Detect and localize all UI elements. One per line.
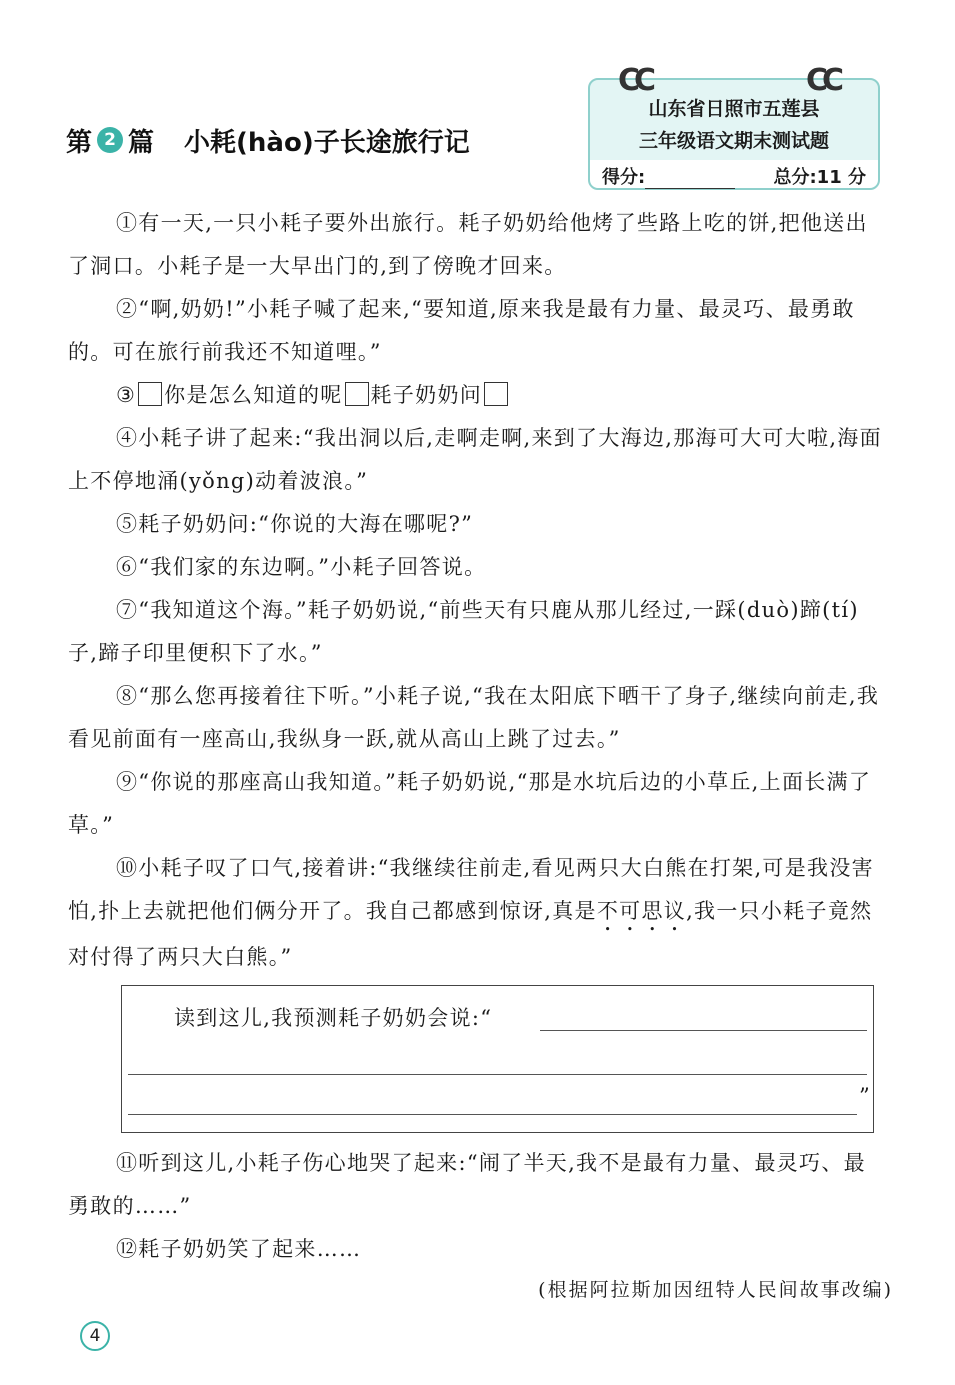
paragraph-3-text-a: 你是怎么知道的呢: [164, 383, 343, 407]
punctuation-box[interactable]: [345, 382, 369, 406]
title-suffix: 篇: [128, 127, 155, 158]
story-text: [68, 202, 888, 979]
punctuation-box[interactable]: [484, 382, 508, 406]
passage-number-badge: 2: [97, 127, 123, 153]
title-prefix: 第: [66, 127, 93, 158]
story-ending-text: [68, 1142, 888, 1271]
score-row: [602, 163, 866, 189]
score-field[interactable]: [602, 163, 735, 189]
source-attribution: (根据阿拉斯加因纽特人民间故事改编): [538, 1279, 893, 1301]
paragraph-6: ⑥“我们家的东边啊。”小耗子回答说。: [116, 555, 487, 579]
paragraph-3-text-b: 耗子奶奶问: [370, 383, 483, 407]
paragraph-3-number: ③: [116, 383, 137, 407]
quote-mark-icon: CC: [618, 63, 651, 98]
punctuation-box[interactable]: [138, 382, 162, 406]
prediction-prompt: 读到这儿,我预测耗子奶奶会说:“: [174, 1006, 493, 1030]
paragraph-10: [68, 847, 888, 979]
source-score-box: [588, 63, 880, 190]
paragraph-10-text-a: ⑩小耗子叹了口气,接着讲:“我继续往前走,看见两只大白熊在打架,可是我没害怕,扑上去就把他们俩分开了。我自己都感到惊讶,真是: [68, 856, 874, 923]
emphasized-phrase: 不可思议: [596, 899, 687, 923]
paragraph-9: ⑨“你说的那座高山我知道。”耗子奶奶说,“那是水坑后边的小草丘,上面长满了草。”: [68, 770, 872, 837]
paragraph-10-text-b: ,我一只小耗子竟然对付得了两只大白熊。”: [68, 899, 873, 969]
answer-line[interactable]: [128, 1074, 867, 1075]
story-title: 小耗(hào)子长途旅行记: [184, 127, 470, 158]
paragraph-3: [68, 374, 888, 417]
total-score: 总分:11 分: [773, 167, 866, 188]
score-label: 得分:: [602, 167, 646, 188]
paragraph-1: ①有一天,一只小耗子要外出旅行。耗子奶奶给他烤了些路上吃的饼,把他送出了洞口。小耗子是一大早出门的,到了傍晚才回来。: [68, 211, 868, 278]
answer-line[interactable]: [128, 1114, 857, 1115]
paragraph-8: ⑧“那么您再接着往下听。”小耗子说,“我在太阳底下晒干了身子,继续向前走,我看见前面有一座高山,我纵身一跃,就从高山上跳了过去。”: [68, 684, 880, 751]
passage-title: [66, 120, 470, 160]
paragraph-5: ⑤耗子奶奶问:“你说的大海在哪呢?”: [116, 512, 474, 536]
closing-quote: ”: [858, 1084, 871, 1108]
answer-line[interactable]: [540, 1030, 867, 1031]
paragraph-12: ⑫耗子奶奶笑了起来……: [116, 1237, 362, 1261]
source-line-2: 三年级语文期末测试题: [638, 130, 829, 152]
paragraph-11: ⑪听到这儿,小耗子伤心地哭了起来:“闹了半天,我不是最有力量、最灵巧、最勇敢的……”: [68, 1151, 866, 1218]
paragraph-7: ⑦“我知道这个海。”耗子奶奶说,“前些天有只鹿从那儿经过,一踩(duò)蹄(tí)子,蹄子印里便积下了水。”: [68, 598, 859, 665]
paragraph-4: ④小耗子讲了起来:“我出洞以后,走啊走啊,来到了大海边,那海可大可大啦,海面上不停地涌(yǒng)动着波浪。”: [68, 426, 882, 493]
score-blank[interactable]: [645, 172, 735, 189]
paragraph-2: ②“啊,奶奶!”小耗子喊了起来,“要知道,原来我是最有力量、最灵巧、最勇敢的。可在旅行前我还不知道哩。”: [68, 297, 855, 364]
quote-mark-icon: CC: [805, 63, 838, 98]
page-number: 4: [80, 1321, 110, 1351]
prediction-answer-box: [121, 985, 874, 1133]
source-line-1: 山东省日照市五莲县: [648, 98, 820, 120]
